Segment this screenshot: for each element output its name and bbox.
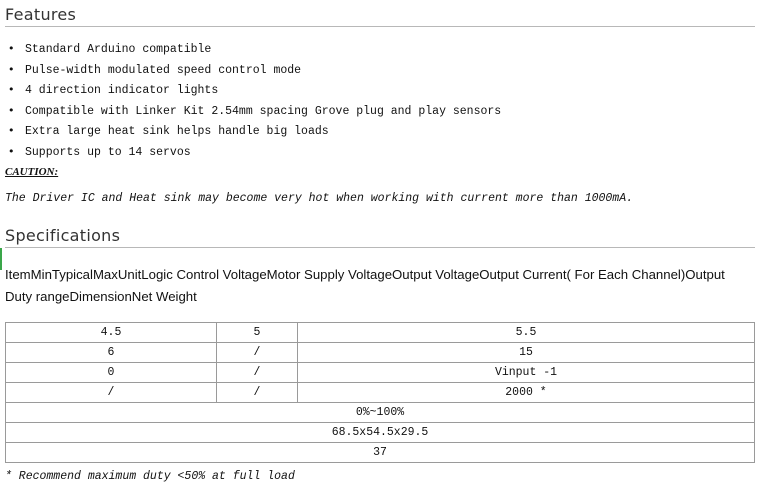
bullet-icon: • <box>8 83 15 96</box>
table-cell: / <box>217 343 298 363</box>
table-cell: 15 <box>298 343 755 363</box>
table-row <box>6 383 755 403</box>
list-item <box>8 60 501 81</box>
feature-text: Compatible with Linker Kit 2.54mm spacing Grove plug and play sensors <box>25 104 502 118</box>
table-cell: 5 <box>217 323 298 343</box>
table-cell: / <box>217 363 298 383</box>
table-row <box>6 343 755 363</box>
list-item <box>8 142 501 163</box>
caution-text: The Driver IC and Heat sink may become very hot when working with current more than 1000mA. <box>5 192 634 205</box>
table-row <box>6 423 755 443</box>
feature-text: 4 direction indicator lights <box>25 84 219 97</box>
table-cell: Vinput -1 <box>298 363 755 383</box>
left-accent-bar <box>0 248 2 270</box>
list-item <box>8 121 501 142</box>
bullet-icon: • <box>8 42 15 55</box>
caution-label: CAUTION: <box>5 166 59 178</box>
table-cell: 68.5x54.5x29.5 <box>6 423 755 443</box>
feature-text: Extra large heat sink helps handle big loads <box>25 125 329 138</box>
specifications-heading: Specifications <box>5 226 755 248</box>
table-cell: 5.5 <box>298 323 755 343</box>
table-row <box>6 403 755 423</box>
bullet-icon: • <box>8 103 15 117</box>
list-item <box>8 101 501 122</box>
feature-text: Pulse-width modulated speed control mode <box>25 63 302 77</box>
table-row <box>6 323 755 343</box>
table-cell: 6 <box>6 343 217 363</box>
bullet-icon: • <box>8 144 15 158</box>
table-cell: 4.5 <box>6 323 217 343</box>
features-heading: Features <box>5 5 755 27</box>
bullet-icon: • <box>8 62 15 76</box>
feature-text: Standard Arduino compatible <box>25 43 212 56</box>
bullet-icon: • <box>8 124 15 137</box>
feature-text: Supports up to 14 servos <box>25 145 191 159</box>
table-cell: 0%~100% <box>6 403 755 423</box>
specifications-intro: ItemMinTypicalMaxUnitLogic Control VoltageMotor Supply VoltageOutput VoltageOutput Current( For Each Channel)Output Duty rangeDimensionNet Weight <box>5 267 725 304</box>
table-cell: / <box>6 383 217 403</box>
specifications-table <box>5 322 755 463</box>
table-cell: 2000 * <box>298 383 755 403</box>
table-row <box>6 363 755 383</box>
table-cell: 0 <box>6 363 217 383</box>
footnote: * Recommend maximum duty <50% at full load <box>5 470 295 483</box>
table-row <box>6 443 755 463</box>
list-item <box>8 80 501 101</box>
list-item <box>8 39 501 60</box>
features-list <box>8 39 501 162</box>
table-cell: 37 <box>6 443 755 463</box>
table-cell: / <box>217 383 298 403</box>
